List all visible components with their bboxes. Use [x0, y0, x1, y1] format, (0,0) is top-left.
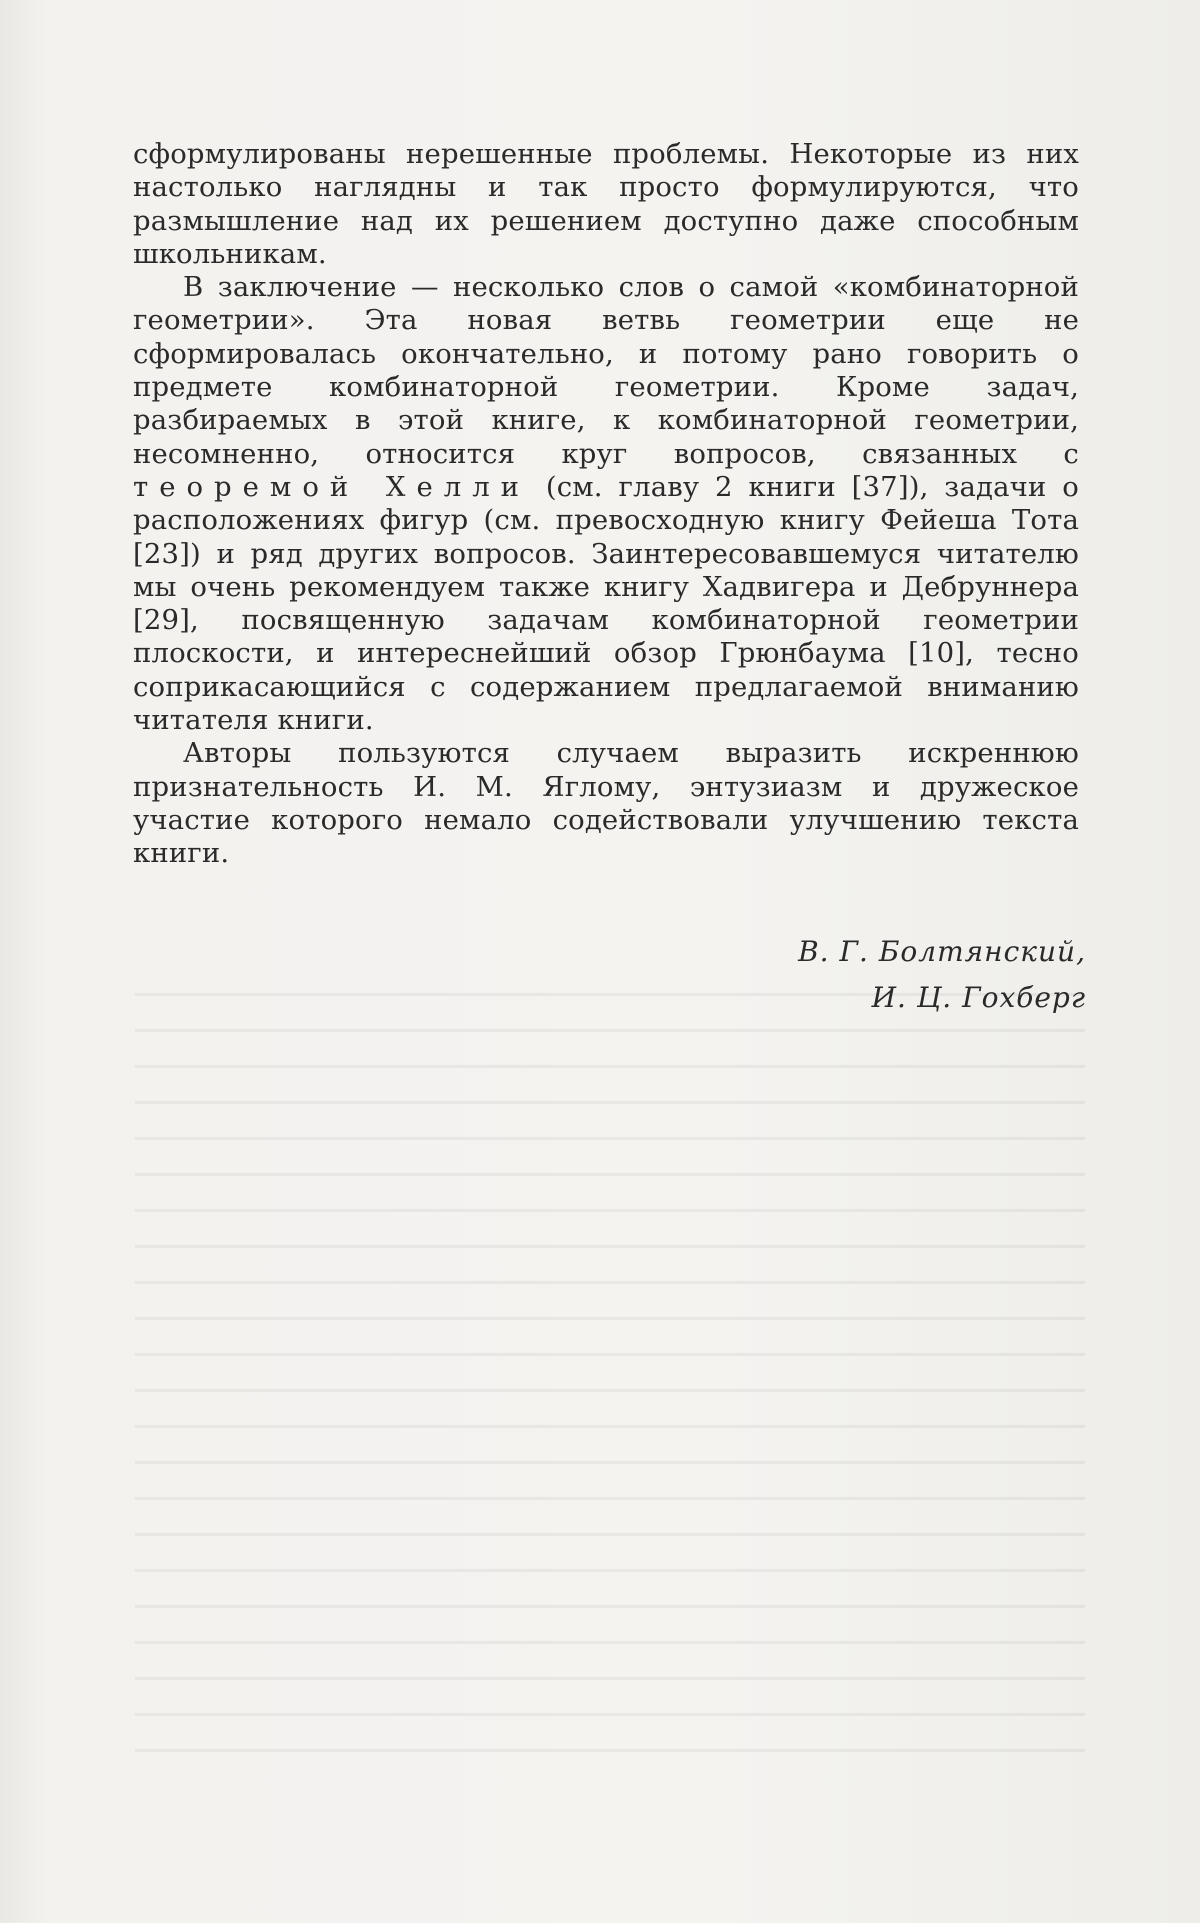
- author-signature-2: И. Ц. Гохберг: [871, 981, 1086, 1014]
- paragraph-1: сформулированы нерешенные проблемы. Некоторые из них настолько наглядны и так просто формулируются, что размышление над их решением доступно даже способным школьникам.: [133, 138, 1079, 270]
- emphasized-term: теоремой Хелли: [133, 470, 530, 503]
- paragraph-2-part-1: В заключение — несколько слов о самой «комбинаторной геометрии». Эта новая ветвь геометрии еще не сформировалась окончательно, и потому рано говорить о предмете комбинаторной геометрии. Кроме задач, разбираемых в этой книге, к комбинаторной геометрии, несомненно, относится круг вопросов, связанных с: [133, 271, 1079, 470]
- author-signature-1: В. Г. Болтянский,: [798, 935, 1086, 968]
- paragraph-2-part-2: (см. главу 2 книги [37]), задачи о расположениях фигур (см. превосходную книгу Фейеша Тота [23]) и ряд других вопросов. Заинтересовавшемуся читателю мы очень рекомендуем также книгу Хадвигера и Дебруннера [29], посвященную задачам комбинаторной геометрии плоскости, и интереснейший обзор Грюнбаума [10], тесно соприкасающийся с содержанием предлагаемой вниманию читателя книги.: [133, 470, 1079, 737]
- paragraph-3: Авторы пользуются случаем выразить искреннюю признательность И. М. Яглому, энтузиазм и дружеское участие которого немало содействовали улучшению текста книги.: [133, 737, 1079, 870]
- paragraph-2: [133, 271, 1079, 737]
- show-through-texture: [135, 960, 1085, 1760]
- body-text: [133, 138, 1079, 871]
